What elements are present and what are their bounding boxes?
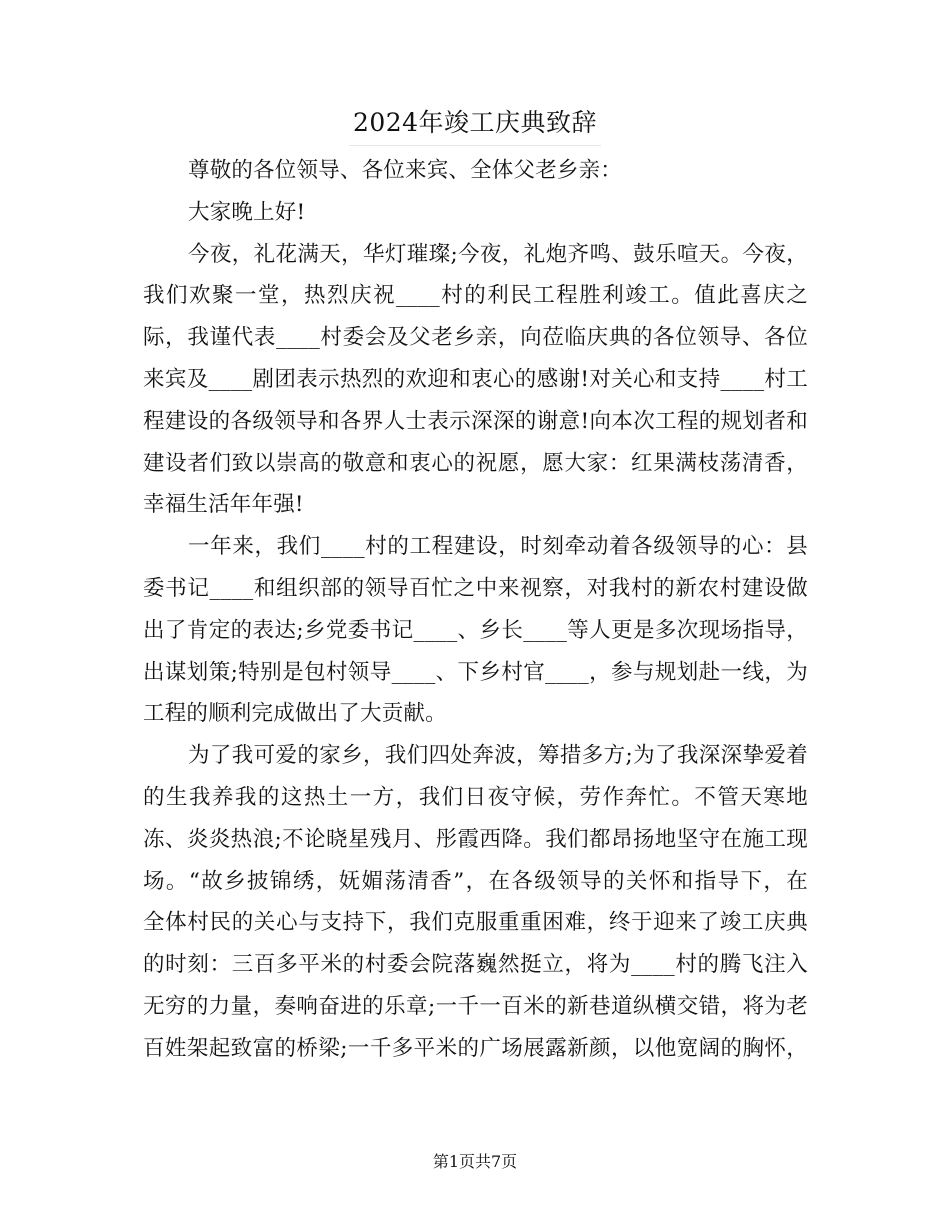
body-line: 全体村民的关心与支持下，我们克服重重困难，终于迎来了竣工庆典	[143, 910, 808, 936]
body-line: 出了肯定的表达;乡党委书记____、乡长____等人更是多次现场指导，	[143, 617, 808, 643]
body-line: 无穷的力量，奏响奋进的乐章;一千一百米的新巷道纵横交错，将为老	[143, 993, 808, 1019]
body-line: 大家晚上好!	[188, 199, 306, 225]
body-line: 委书记____和组织部的领导百忙之中来视察，对我村的新农村建设做	[143, 575, 808, 601]
body-line: 来宾及____剧团表示热烈的欢迎和衷心的感谢!对关心和支持____村工	[143, 366, 808, 392]
body-line: 场。“故乡披锦绣，妩媚荡清香”，在各级领导的关怀和指导下，在	[143, 868, 808, 894]
title-container	[0, 103, 950, 146]
body-line: 一年来，我们____村的工程建设，时刻牵动着各级领导的心：县	[188, 534, 808, 560]
body-line: 建设者们致以崇高的敬意和衷心的祝愿，愿大家：红果满枝荡清香，	[143, 450, 808, 476]
body-line: 工程的顺利完成做出了大贡献。	[143, 701, 447, 727]
body-line: 为了我可爱的家乡，我们四处奔波，筹措多方;为了我深深挚爱着	[188, 743, 808, 769]
document-body	[143, 150, 808, 1070]
document-title: 2024年竣工庆典致辞	[349, 103, 601, 146]
body-line: 尊敬的各位领导、各位来宾、全体父老乡亲：	[188, 158, 623, 183]
body-line: 百姓架起致富的桥梁;一千多平米的广场展露新颜，以他宽阔的胸怀，	[143, 1035, 808, 1061]
body-line: 的时刻：三百多平米的村委会院落巍然挺立，将为____村的腾飞注入	[143, 952, 808, 978]
body-line: 程建设的各级领导和各界人士表示深深的谢意!向本次工程的规划者和	[143, 408, 808, 434]
body-line: 际，我谨代表____村委会及父老乡亲，向莅临庆典的各位领导、各位	[143, 325, 808, 351]
body-line: 冻、炎炎热浪;不论晓星残月、彤霞西降。我们都昂扬地坚守在施工现	[143, 826, 808, 852]
body-line: 我们欢聚一堂，热烈庆祝____村的利民工程胜利竣工。值此喜庆之	[143, 283, 808, 309]
body-line: 的生我养我的这热土一方，我们日夜守候，劳作奔忙。不管天寒地	[143, 784, 808, 810]
page-footer: 第1页共7页	[432, 1152, 518, 1171]
body-line: 幸福生活年年强!	[143, 492, 304, 518]
body-line: 出谋划策;特别是包村领导____、下乡村官____，参与规划赴一线，为	[143, 659, 808, 685]
body-line: 今夜，礼花满天，华灯璀璨;今夜，礼炮齐鸣、鼓乐喧天。今夜，	[188, 241, 808, 267]
